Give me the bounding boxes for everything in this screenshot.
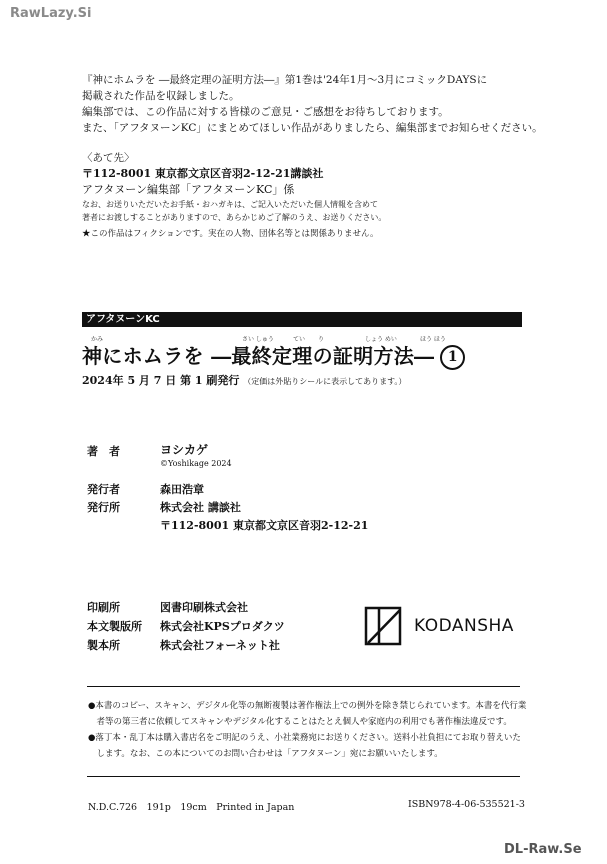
furigana-ri: り <box>318 336 325 343</box>
publisher-person-label: 発行者 <box>87 483 120 496</box>
legal-line: ●落丁本・乱丁本は購入書店名をご明記のうえ、小社業務宛にお送りください。送料小社負担にてお取り替えいた <box>88 733 521 743</box>
platemaker-name: 株式会社KPSプロダクツ <box>160 620 285 633</box>
publisher-address: 〒112-8001 東京都文京区音羽2-12-21 <box>160 519 369 532</box>
label-bar: アフタヌーンKC <box>82 312 522 327</box>
book-title <box>82 340 465 370</box>
divider-top <box>87 686 520 687</box>
address-postal: 〒112-8001 東京都文京区音羽2-12-21講談社 <box>82 167 324 180</box>
notice-line: 掲載された作品を収録しました。 <box>82 90 240 102</box>
fiction-note: ★この作品はフィクションです。実在の人物、団体名等とは関係ありません。 <box>82 229 379 239</box>
volume-number: 1 <box>440 345 465 370</box>
ndc-info: N.D.C.726 191p 19cm Printed in Japan <box>88 802 295 813</box>
kodansha-logo-text: KODANSHA <box>414 616 514 636</box>
legal-line: します。なお、この本についてのお問い合わせは「アフタヌーン」宛にお願いいたします。 <box>88 749 443 759</box>
notice-block <box>82 72 552 136</box>
printer-label: 印刷所 <box>87 601 120 614</box>
furigana-kami: かみ <box>91 336 104 343</box>
kodansha-logo-icon <box>364 606 402 646</box>
legal-line: ●本書のコピー、スキャン、デジタル化等の無断複製は著作権法上での例外を除き禁じられています。本書を代行業 <box>88 701 527 711</box>
book-title-text: 神にホムラを ―最終定理の証明方法― <box>82 344 435 368</box>
publication-date <box>82 372 406 388</box>
furigana-houhou: ほう ほう <box>420 336 446 343</box>
printer-name: 図書印刷株式会社 <box>160 601 248 614</box>
isbn: ISBN978-4-06-535521-3 <box>408 799 525 810</box>
author-name: ヨシカゲ <box>160 443 209 457</box>
publisher-label: 発行所 <box>87 501 120 514</box>
legal-notice <box>88 698 528 762</box>
notice-line: 編集部では、この作品に対する皆様のご意見・ご感想をお待ちしております。 <box>82 106 449 118</box>
author-label: 著 者 <box>87 445 120 458</box>
publication-date-text: 2024年 5 月 7 日 第 1 刷発行 <box>82 374 240 387</box>
privacy-note-2: 著者にお渡しすることがありますので、あらかじめご了解のうえ、お送りください。 <box>82 213 387 222</box>
price-note: （定価は外貼りシールに表示してあります。） <box>243 377 407 386</box>
notice-line: また、「アフタヌーンKC」にまとめてほしい作品がありましたら、編集部までお知らせください。 <box>82 122 543 134</box>
copyright: ©Yoshikage 2024 <box>160 459 232 468</box>
address-block <box>82 151 552 224</box>
watermark-top: RawLazy.Si <box>10 6 92 21</box>
publisher-name: 株式会社 講談社 <box>160 501 241 514</box>
furigana-tei: てい <box>293 336 306 343</box>
legal-line: 者等の第三者に依頼してスキャンやデジタル化することはたとえ個人や家庭内の利用でも著作権法違反です。 <box>88 717 512 727</box>
furigana-shoumei: しょう めい <box>365 336 397 343</box>
privacy-note-1: なお、お送りいただいたお手紙・おハガキは、ご記入いただいた個人情報を含めて <box>82 200 378 209</box>
divider-bottom <box>87 776 520 777</box>
binder-name: 株式会社フォーネット社 <box>160 639 280 652</box>
watermark-bottom: DL-Raw.Se <box>504 842 582 857</box>
notice-line: 『神にホムラを ―最終定理の証明方法―』第1巻は'24年1月～3月にコミックDAYSに <box>82 74 488 86</box>
furigana-saishuu: さい しゅう <box>242 336 274 343</box>
platemaker-label: 本文製版所 <box>87 620 142 633</box>
publisher-person: 森田浩章 <box>160 483 204 496</box>
address-department: アフタヌーン編集部「アフタヌーンKC」係 <box>82 183 295 196</box>
binder-label: 製本所 <box>87 639 120 652</box>
address-heading: 〈あて先〉 <box>82 152 135 164</box>
